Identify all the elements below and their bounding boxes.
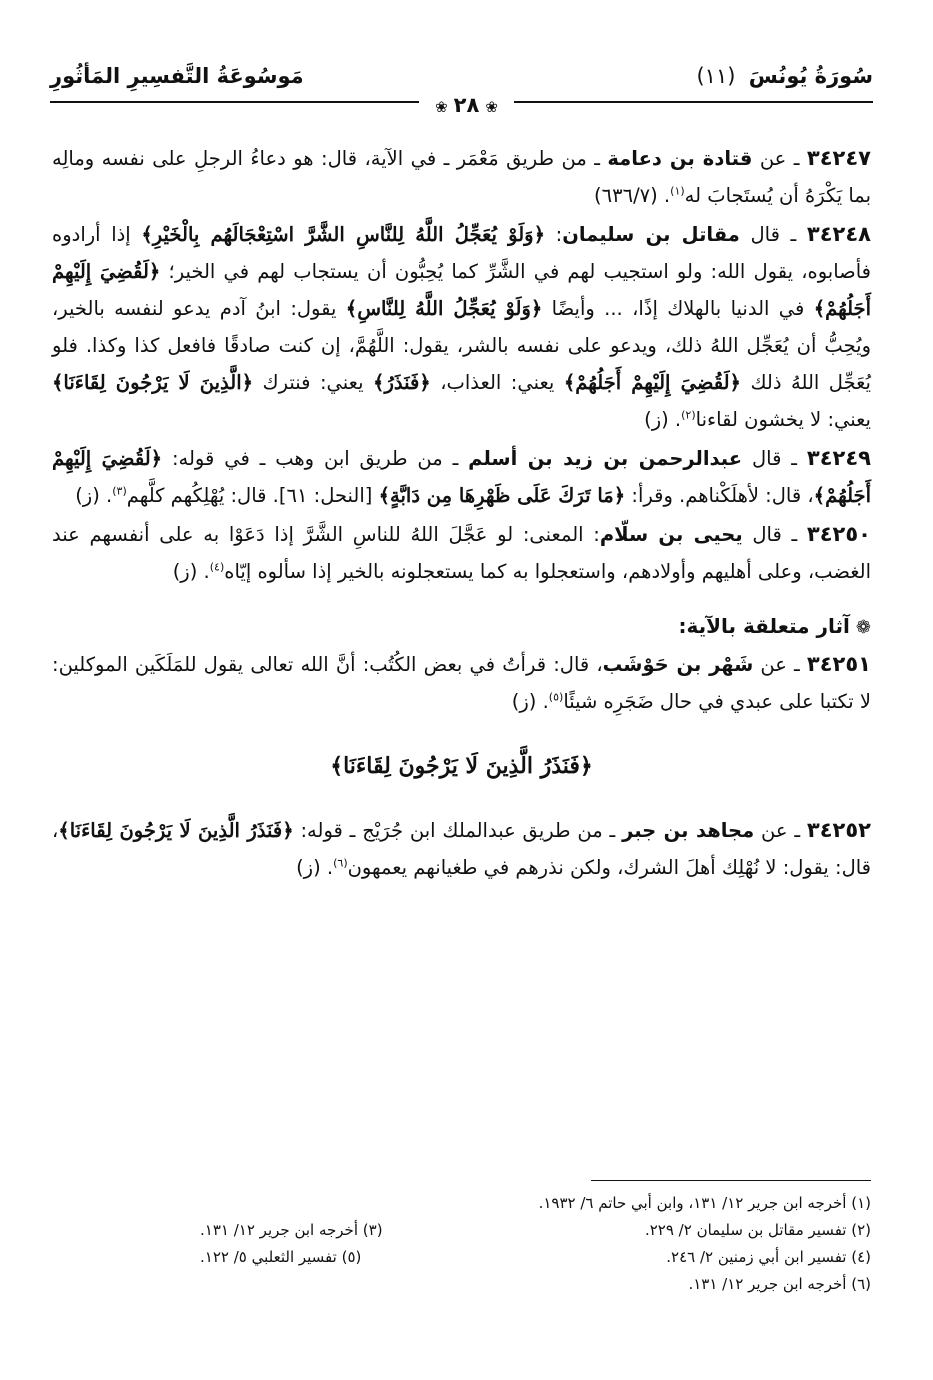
text: ـ قال xyxy=(742,523,807,546)
footnote-row xyxy=(200,1244,871,1271)
text: إذا أرادوه فأصابوه، يقول الله: ولو استجيب لهم في الشَّرِّ كما يُحِبُّون أن يستجاب لهم في الخير؛ xyxy=(52,223,871,283)
narration-34252 xyxy=(52,812,871,886)
footnote-ref[interactable]: (٣) xyxy=(112,484,127,498)
footnotes xyxy=(200,1190,871,1298)
narrator-name: مقاتل بن سليمان xyxy=(562,223,740,246)
footnote-6: (٦) أخرجه ابن جرير ١٢/ ١٣١. xyxy=(688,1275,871,1293)
footnote-ref[interactable]: (٥) xyxy=(548,690,564,704)
section-title-text: آثار متعلقة بالآية: xyxy=(678,614,850,638)
text: . (ز) xyxy=(511,690,549,713)
page-number-value: ٢٨ xyxy=(453,93,480,117)
verse-heading: ﴿فَنَذَرُ الَّذِينَ لَا يَرْجُونَ لِقَاءَنَا﴾ xyxy=(330,753,593,779)
footnote-ref[interactable]: (٦) xyxy=(333,856,348,870)
narration-34248 xyxy=(52,216,871,438)
text: يقول: ابنُ آدم يدعو لنفسه بالخير، ويُحِبُّ أن يُعَجِّل اللهُ ذلك، ويدعو على نفسه بالشر، يقول: اللَّهُمَّ، إن كنت صادقًا فافعل كذا وكذا. فلو يُعَجِّل اللهُ ذلك xyxy=(52,297,871,394)
quran-quote: ﴿مَا تَرَكَ عَلَى ظَهْرِهَا مِن دَابَّةٍ﴾ xyxy=(378,484,626,507)
text: ، قال: يقول: لا نُهْلِك أهلَ الشرك، ولكن نذرهم في طغيانهم يعمهون xyxy=(52,819,871,879)
footnote-row xyxy=(200,1190,871,1217)
narration-number: ٣٤٢٤٨ xyxy=(806,222,871,246)
narrator-name: قتادة بن دعامة xyxy=(607,147,753,170)
text: . (ز) xyxy=(172,560,210,583)
text: ـ عن xyxy=(753,653,807,676)
text: ـ من طريق ابن وهب ـ في قوله: xyxy=(162,447,469,470)
surah-title xyxy=(696,64,873,88)
text: يعني: لا يخشون لقاءنا xyxy=(695,408,871,431)
text: يعني: فنترك xyxy=(253,371,374,394)
footnote-row xyxy=(200,1217,871,1244)
footnote-2: (٢) تفسير مقاتل بن سليمان ٢/ ٢٢٩. xyxy=(644,1221,871,1239)
narration-number: ٣٤٢٥٢ xyxy=(806,818,871,842)
footnote-row xyxy=(200,1271,871,1298)
section-heading xyxy=(52,608,871,646)
text: ـ من طريق عبدالملك ابن جُرَيْج ـ قوله: xyxy=(293,819,623,842)
quran-quote: ﴿الَّذِينَ لَا يَرْجُونَ لِقَاءَنَا﴾ xyxy=(52,371,254,394)
footnote-5: (٥) تفسير الثعلبي ٥/ ١٢٢. xyxy=(200,1248,362,1266)
main-text xyxy=(52,140,871,886)
footnote-3: (٣) أخرجه ابن جرير ١٢/ ١٣١. xyxy=(200,1221,383,1239)
narration-34247 xyxy=(52,140,871,214)
footnote-1: (١) أخرجه ابن جرير ١٢/ ١٣١، وابن أبي حاتم ٦/ ١٩٣٢. xyxy=(538,1194,871,1212)
quran-quote: ﴿وَلَوْ يُعَجِّلُ اللَّهُ لِلنَّاسِ الشَّرَّ اسْتِعْجَالَهُم بِالْخَيْرِ﴾ xyxy=(141,223,546,246)
text: [النحل: ٦١]. قال: يُهْلِكُهم كلَّهم xyxy=(126,484,379,507)
quran-quote: ﴿وَلَوْ يُعَجِّلُ اللَّهُ لِلنَّاسِ﴾ xyxy=(345,297,543,320)
footnote-ref[interactable]: (٤) xyxy=(209,560,225,574)
text: في الدنيا بالهلاك إذًا، ... وأيضًا xyxy=(542,297,814,320)
text: . (٦٣٦/٧) xyxy=(594,184,671,207)
text: ـ عن xyxy=(754,819,807,842)
narrator-name: يحيى بن سلّام xyxy=(599,523,743,546)
spacer xyxy=(52,590,871,608)
narration-number: ٣٤٢٤٧ xyxy=(806,146,871,170)
quran-quote: ﴿فَنَذَرُ﴾ xyxy=(373,371,431,394)
surah-number: (١١) xyxy=(696,64,736,88)
text: ـ قال xyxy=(742,447,807,470)
narration-number: ٣٤٢٥١ xyxy=(806,652,871,676)
footnote-ref[interactable]: (١) xyxy=(670,184,685,198)
text: . (ز) xyxy=(644,408,682,431)
page-number-row xyxy=(0,94,933,118)
ornament-icon: ❀ xyxy=(485,98,498,116)
narration-number: ٣٤٢٤٩ xyxy=(806,446,871,470)
page-number xyxy=(419,94,514,118)
quran-quote: ﴿لَقُضِيَ إِلَيْهِمْ أَجَلُهُمْ﴾ xyxy=(52,447,871,507)
narration-34250 xyxy=(52,516,871,590)
narrator-name: مجاهد بن جبر xyxy=(622,819,755,842)
narration-34249 xyxy=(52,440,871,514)
text: . (ز) xyxy=(75,484,113,507)
quran-quote: ﴿فَنَذَرُ الَّذِينَ لَا يَرْجُونَ لِقَاءَنَا﴾ xyxy=(58,819,294,842)
text: ـ قال xyxy=(739,223,807,246)
surah-name: سُورَةُ يُونُسَ xyxy=(748,64,873,88)
narration-34251 xyxy=(52,646,871,720)
narrator-name: عبدالرحمن بن زيد بن أسلم xyxy=(468,447,743,470)
text: ـ عن xyxy=(752,147,807,170)
quran-quote: ﴿لَقُضِيَ إِلَيْهِمْ أَجَلُهُمْ﴾ xyxy=(563,371,741,394)
text: : xyxy=(545,223,563,246)
text: ، قال: قرأتُ في بعض الكُتُب: أنَّ الله تعالى يقول للمَلَكَين الموكلين: لا تكتبا على عبدي في حال ضَجَرِه شيئًا xyxy=(52,653,871,713)
narration-number: ٣٤٢٥٠ xyxy=(806,522,871,546)
flower-ornament-icon: ❁ xyxy=(855,617,871,638)
footnote-4: (٤) تفسير ابن أبي زمنين ٢/ ٢٤٦. xyxy=(666,1248,871,1266)
footnote-rule xyxy=(591,1180,871,1181)
book-title: مَوسُوعَةُ التَّفسِيرِ المَأثُورِ xyxy=(50,64,304,88)
text: يعني: العذاب، xyxy=(430,371,564,394)
text: ـ من طريق مَعْمَر ـ في الآية، قال: هو دعاءُ الرجلِ على نفسه ومالِه بما يَكْرَهُ أن يُستَجابَ له xyxy=(52,147,871,207)
narrator-name: شَهْر بن حَوْشَب xyxy=(602,653,754,676)
ornament-icon: ❀ xyxy=(435,98,448,116)
text: : المعنى: لو عَجَّلَ اللهُ للناسِ الشَّرَّ إذا دَعَوْا به على أنفسهم عند الغضب، وعلى أهليهم وأولادهم، واستعجلوا به كما يستعجلونه بالخير إذا سألوه إيّاه xyxy=(52,523,871,583)
text: ، قال: لأهلَكْناهم. وقرأ: xyxy=(625,484,814,507)
quran-quote: ﴿لَقُضِيَ إِلَيْهِمْ أَجَلُهُمْ﴾ xyxy=(52,260,872,320)
text: . (ز) xyxy=(296,856,334,879)
footnote-ref[interactable]: (٢) xyxy=(681,408,696,422)
